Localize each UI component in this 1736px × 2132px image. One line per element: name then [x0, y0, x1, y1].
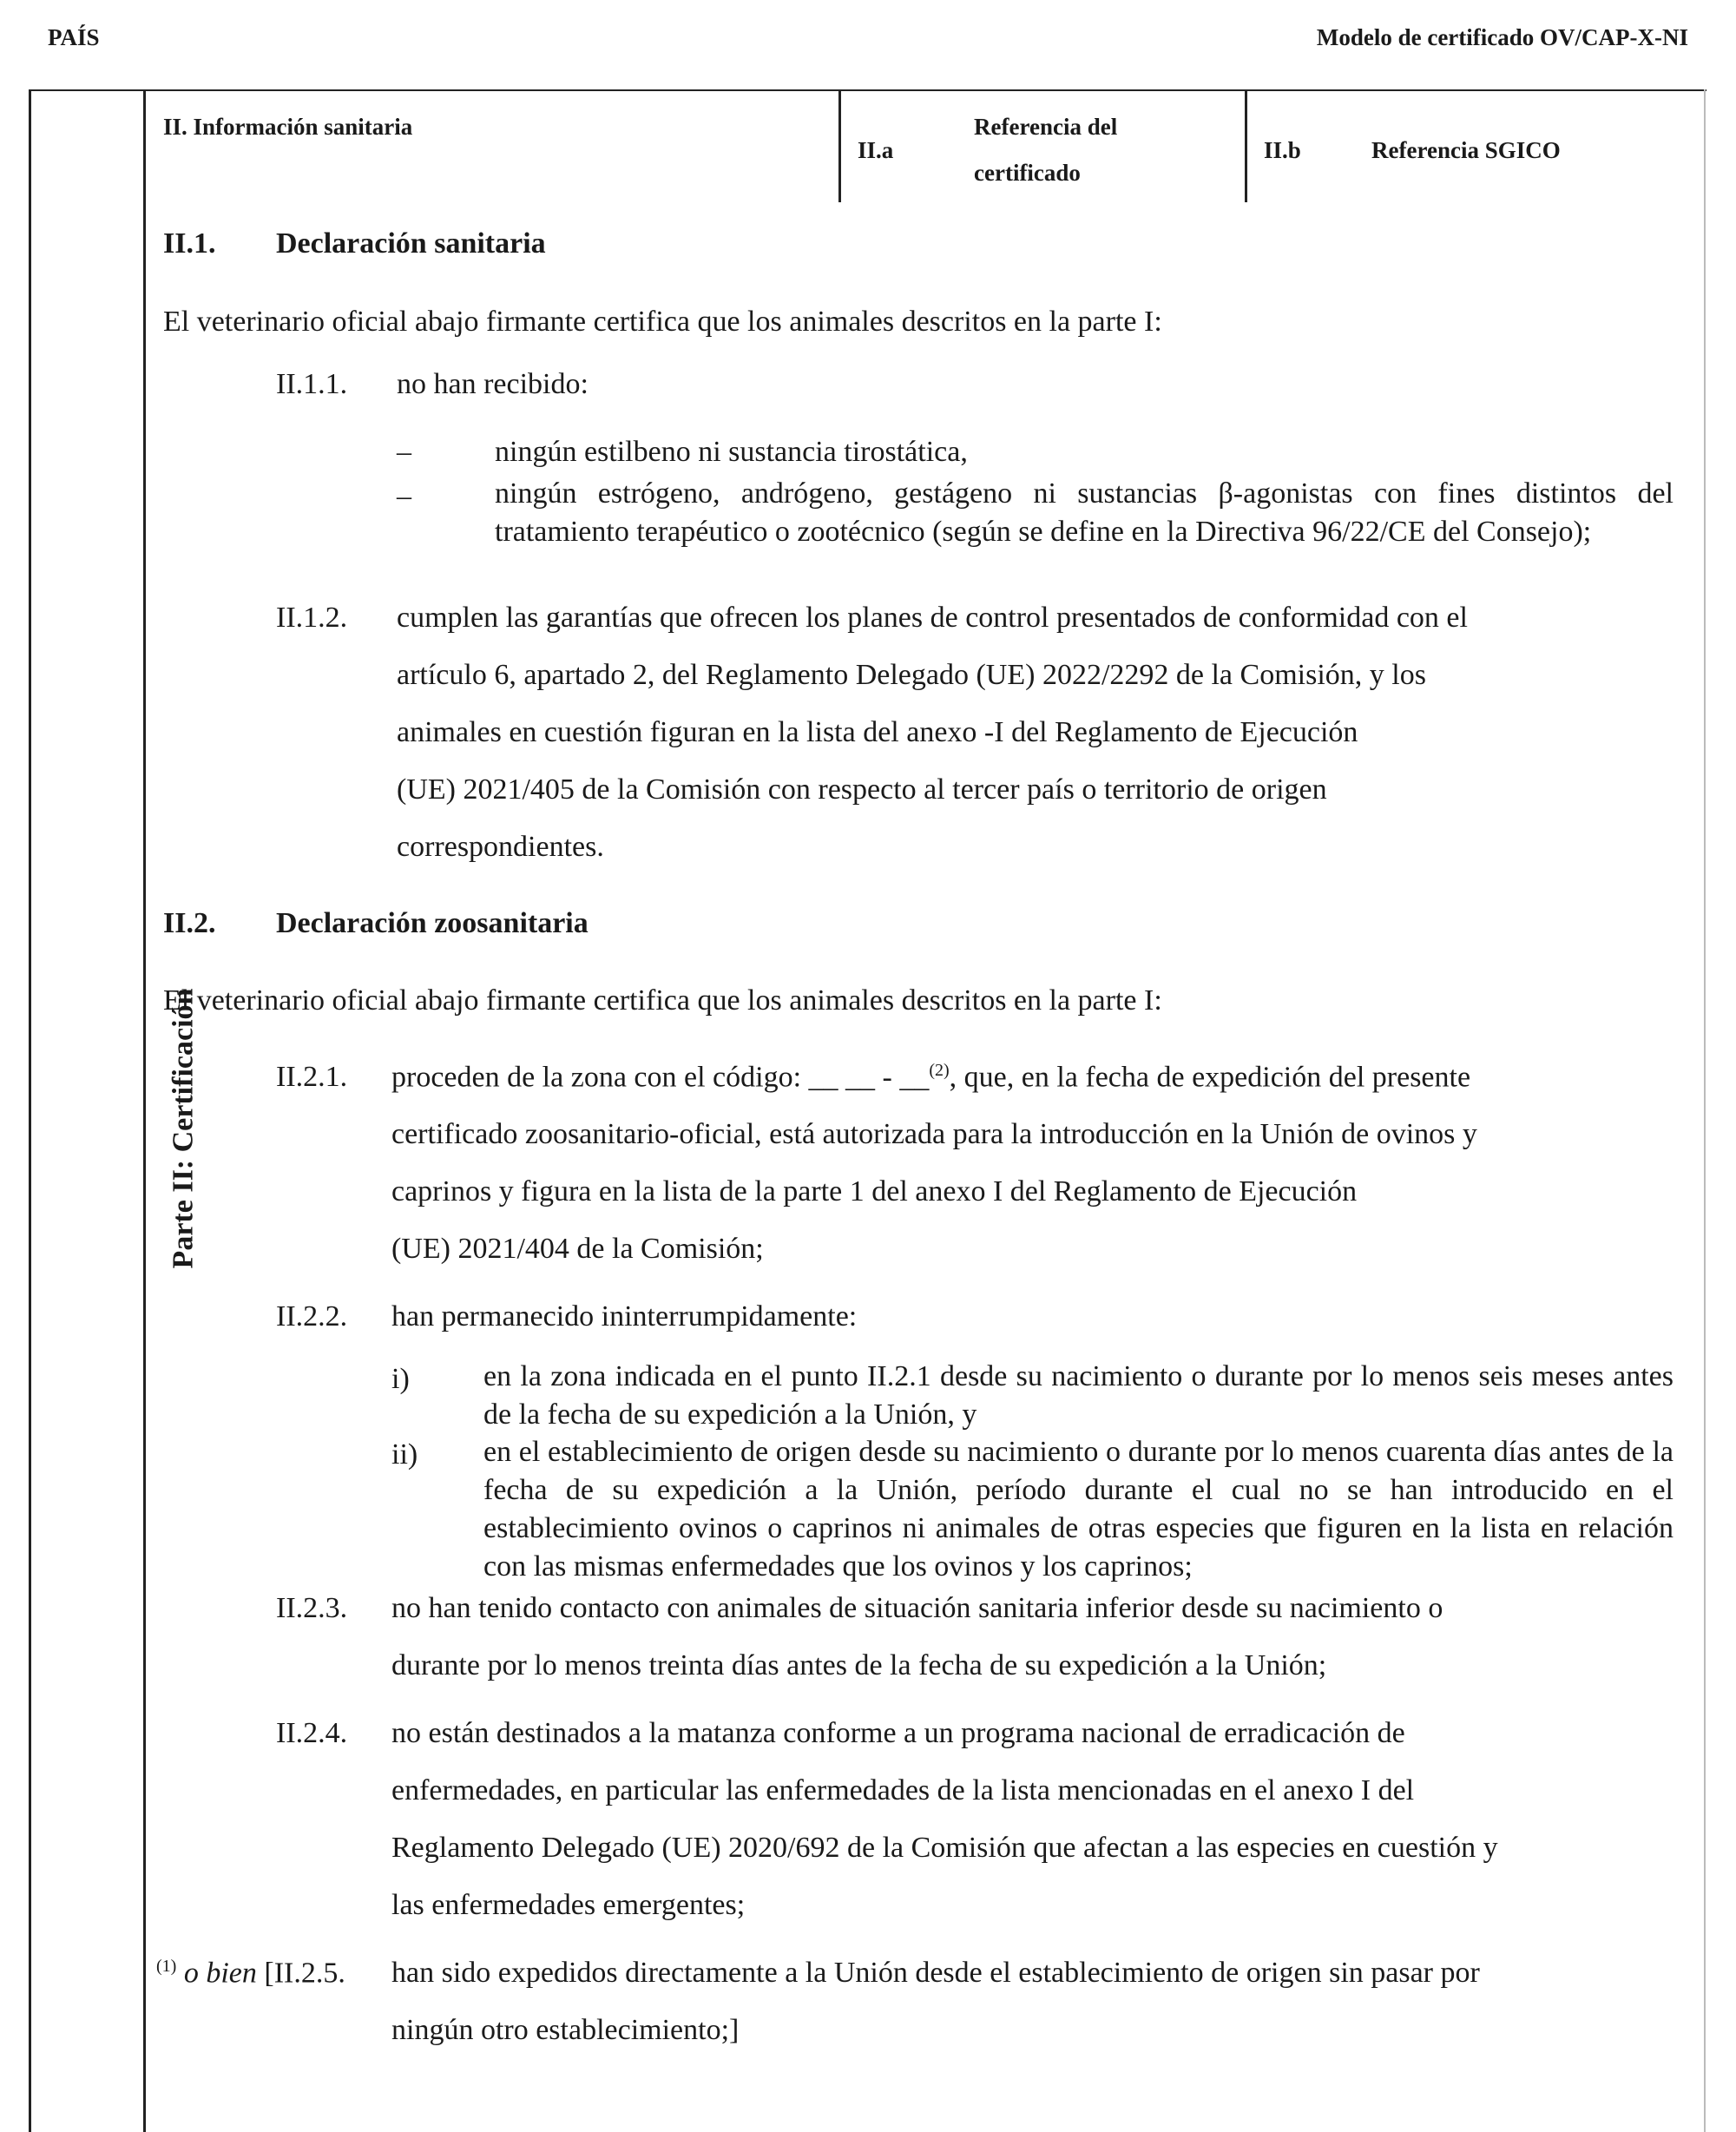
item-text-line: Reglamento Delegado (UE) 2020/692 de la Comisión que afectan a las especies en cuestión y	[391, 1832, 1498, 1864]
dash-item-text: ningún estilbeno ni sustancia tirostática,	[495, 436, 968, 468]
item-number: II.1.1.	[276, 368, 348, 400]
ref-b-label: Referencia SGICO	[1371, 137, 1561, 163]
country-label: PAÍS	[48, 24, 100, 50]
roman-item-text: en el establecimiento de origen desde su nacimiento o durante por lo menos cuarenta días antes de la fecha de su expedición a la Unión, período durante el cual no se han introducido en el establecimiento ovinos o caprinos ni animales de otras especies que figuren en la lista en relación con las mismas enfermedades que los ovinos y los caprinos;	[483, 1436, 1674, 1583]
item-text-line: cumplen las garantías que ofrecen los planes de control presentados de conformidad con el	[397, 602, 1468, 634]
item-number: II.2.1.	[276, 1061, 348, 1093]
zone-code-continuation: , que, en la fecha de expedición del presente	[949, 1061, 1471, 1094]
ref-a-label-line1: Referencia del	[974, 114, 1118, 140]
header-cell-divider-a	[838, 89, 841, 202]
footnote-ref: (1)	[156, 1957, 177, 1976]
item-number: II.1.2.	[276, 602, 348, 634]
dash-marker: –	[397, 436, 411, 468]
item-text-line: caprinos y figura en la lista de la parte 1 del anexo I del Reglamento de Ejecución	[391, 1175, 1358, 1207]
section-title: Declaración sanitaria	[276, 227, 546, 260]
item-text-line: no han tenido contacto con animales de situación sanitaria inferior desde su nacimiento o	[391, 1592, 1443, 1624]
ref-a-label-line2: certificado	[974, 160, 1081, 186]
ref-b-code: II.b	[1264, 137, 1301, 163]
item-number: II.2.3.	[276, 1592, 348, 1624]
frame-left-border	[29, 89, 31, 2132]
item-text-line: certificado zoosanitario-oficial, está autorizada para la introducción en la Unión de ovinos y	[391, 1118, 1477, 1150]
item-number: II.2.2.	[276, 1300, 348, 1332]
certificate-model: Modelo de certificado OV/CAP-X-NI	[1316, 24, 1688, 50]
item-text-line: animales en cuestión figuran en la lista del anexo -I del Reglamento de Ejecución	[397, 716, 1358, 748]
dash-item-text: ningún estrógeno, andrógeno, gestágeno ni sustancias β-agonistas con fines distintos del tratamiento terapéutico o zootécnico (según se define en la Directiva 96/22/CE del Consejo);	[495, 477, 1674, 548]
item-text-line: (UE) 2021/405 de la Comisión con respecto al tercer país o territorio de origen	[397, 773, 1327, 806]
item-text-line: durante por lo menos treinta días antes de la fecha de su expedición a la Unión;	[391, 1649, 1327, 1681]
item-text-line: no están destinados a la matanza conforme a un programa nacional de erradicación de	[391, 1717, 1405, 1749]
optional-item-prefix	[156, 1957, 345, 1990]
section-intro: El veterinario oficial abajo firmante certifica que los animales descritos en la parte I:	[163, 984, 1162, 1017]
roman-marker: ii)	[391, 1438, 418, 1471]
item-text-line: ningún otro establecimiento;]	[391, 2014, 740, 2046]
item-text: han permanecido ininterrumpidamente:	[391, 1300, 858, 1332]
section-intro: El veterinario oficial abajo firmante certifica que los animales descritos en la parte I:	[163, 306, 1162, 338]
item-text-line: las enfermedades emergentes;	[391, 1889, 746, 1921]
zone-code-text: proceden de la zona con el código: __ __ - __	[391, 1061, 930, 1094]
frame-top-border	[29, 89, 1706, 91]
item-text-line: enfermedades, en particular las enfermedades de la lista mencionadas en el anexo I del	[391, 1774, 1415, 1806]
header-cell-divider-b	[1245, 89, 1247, 202]
ref-a-code: II.a	[858, 137, 894, 163]
item-text-line	[391, 1061, 1470, 1094]
item-text-line: han sido expedidos directamente a la Unión desde el establecimiento de origen sin pasar por	[391, 1957, 1480, 1989]
side-label-part-ii: Parte II: Certificación	[167, 988, 200, 1269]
roman-item-text: en la zona indicada en el punto II.2.1 desde su nacimiento o durante por lo menos seis meses antes de la fecha de su expedición a la Unión, y	[483, 1360, 1674, 1431]
section-header: II. Información sanitaria	[163, 114, 413, 140]
item-number: II.2.4.	[276, 1717, 348, 1749]
frame-right-border	[1704, 89, 1706, 2132]
footnote-ref: (2)	[929, 1061, 950, 1080]
item-text: no han recibido:	[397, 368, 589, 400]
alternative-marker: o bien	[183, 1957, 257, 1990]
item-number: [II.2.5.	[264, 1957, 345, 1990]
section-number: II.1.	[163, 227, 216, 260]
roman-marker: i)	[391, 1363, 410, 1395]
item-text-line: artículo 6, apartado 2, del Reglamento Delegado (UE) 2022/2292 de la Comisión, y los	[397, 659, 1426, 691]
side-column-divider	[143, 89, 146, 2132]
section-number: II.2.	[163, 907, 216, 939]
dash-marker: –	[397, 480, 411, 512]
item-text-line: (UE) 2021/404 de la Comisión;	[391, 1233, 764, 1265]
section-title: Declaración zoosanitaria	[276, 907, 589, 939]
item-text-line: correspondientes.	[397, 831, 604, 863]
